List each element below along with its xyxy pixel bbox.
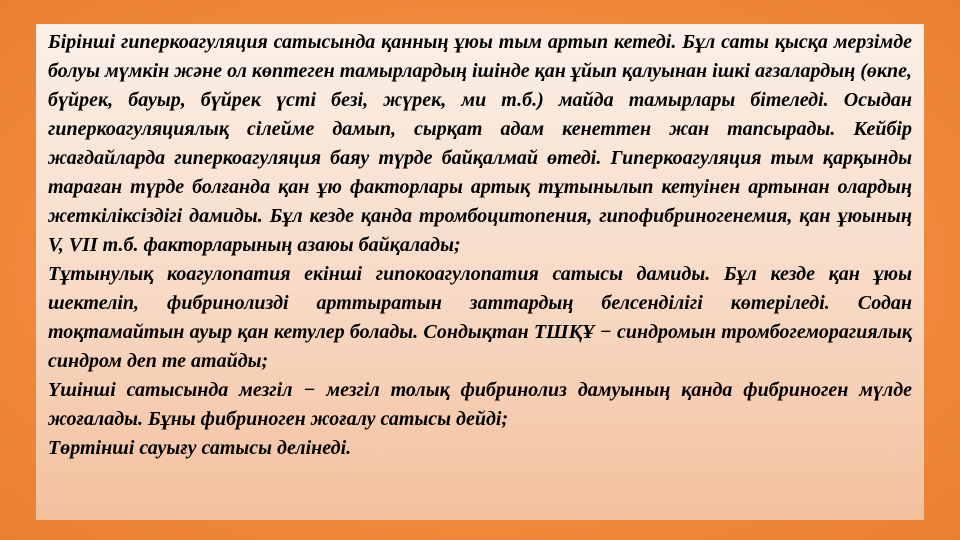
paragraph-stage-2: Тұтынулық коагулопатия екінші гипокоагулопатия сатысы дамиды. Бұл кезде қан ұюы шектеліп, фибринолизді арттыратын заттардың белсенділігі көтеріледі. Содан тоқтамайтын ауыр қан кетулер болады. Сондықтан ТШҚҰ − синдромын тромбогеморагиялық синдром деп те атайды; [48,263,912,372]
paragraph-stage-3: Үшінші сатысында мезгіл − мезгіл толық фибринолиз дамуының қанда фибриноген мүлде жоғалады. Бұны фибриноген жоғалу сатысы дейді; [48,379,912,430]
text-panel [36,24,924,520]
paragraph-stage-1: Бірінші гиперкоагуляция сатысында қанның ұюы тым артып кетеді. Бұл саты қысқа мерзімде болуы мүмкін және ол көптеген тамырлардың ішінде қан ұйып қалуынан ішкі ағзалардың (өкпе, бүйрек, бауыр, бүйрек үсті безі, жүрек, ми т.б.) майда тамырлары бітеледі. Осыдан гиперкоагуляциялық сілейме дамып, сырқат адам кенеттен жан тапсырады. Кейбір жағдайларда гиперкоагуляция баяу түрде байқалмай өтеді. Гиперкоагуляция тым қарқынды тараған түрде болғанда қан ұю факторлары артық тұтынылып кетуінен артынан олардың жеткіліксіздігі дамиды. Бұл кезде қанда тромбоцитопения, гипофибриногенемия, қан ұюының V, VII т.б. факторларының азаюы байқалады; [48,31,912,256]
paragraph-stage-4: Төртінші сауығу сатысы делінеді. [48,437,352,459]
